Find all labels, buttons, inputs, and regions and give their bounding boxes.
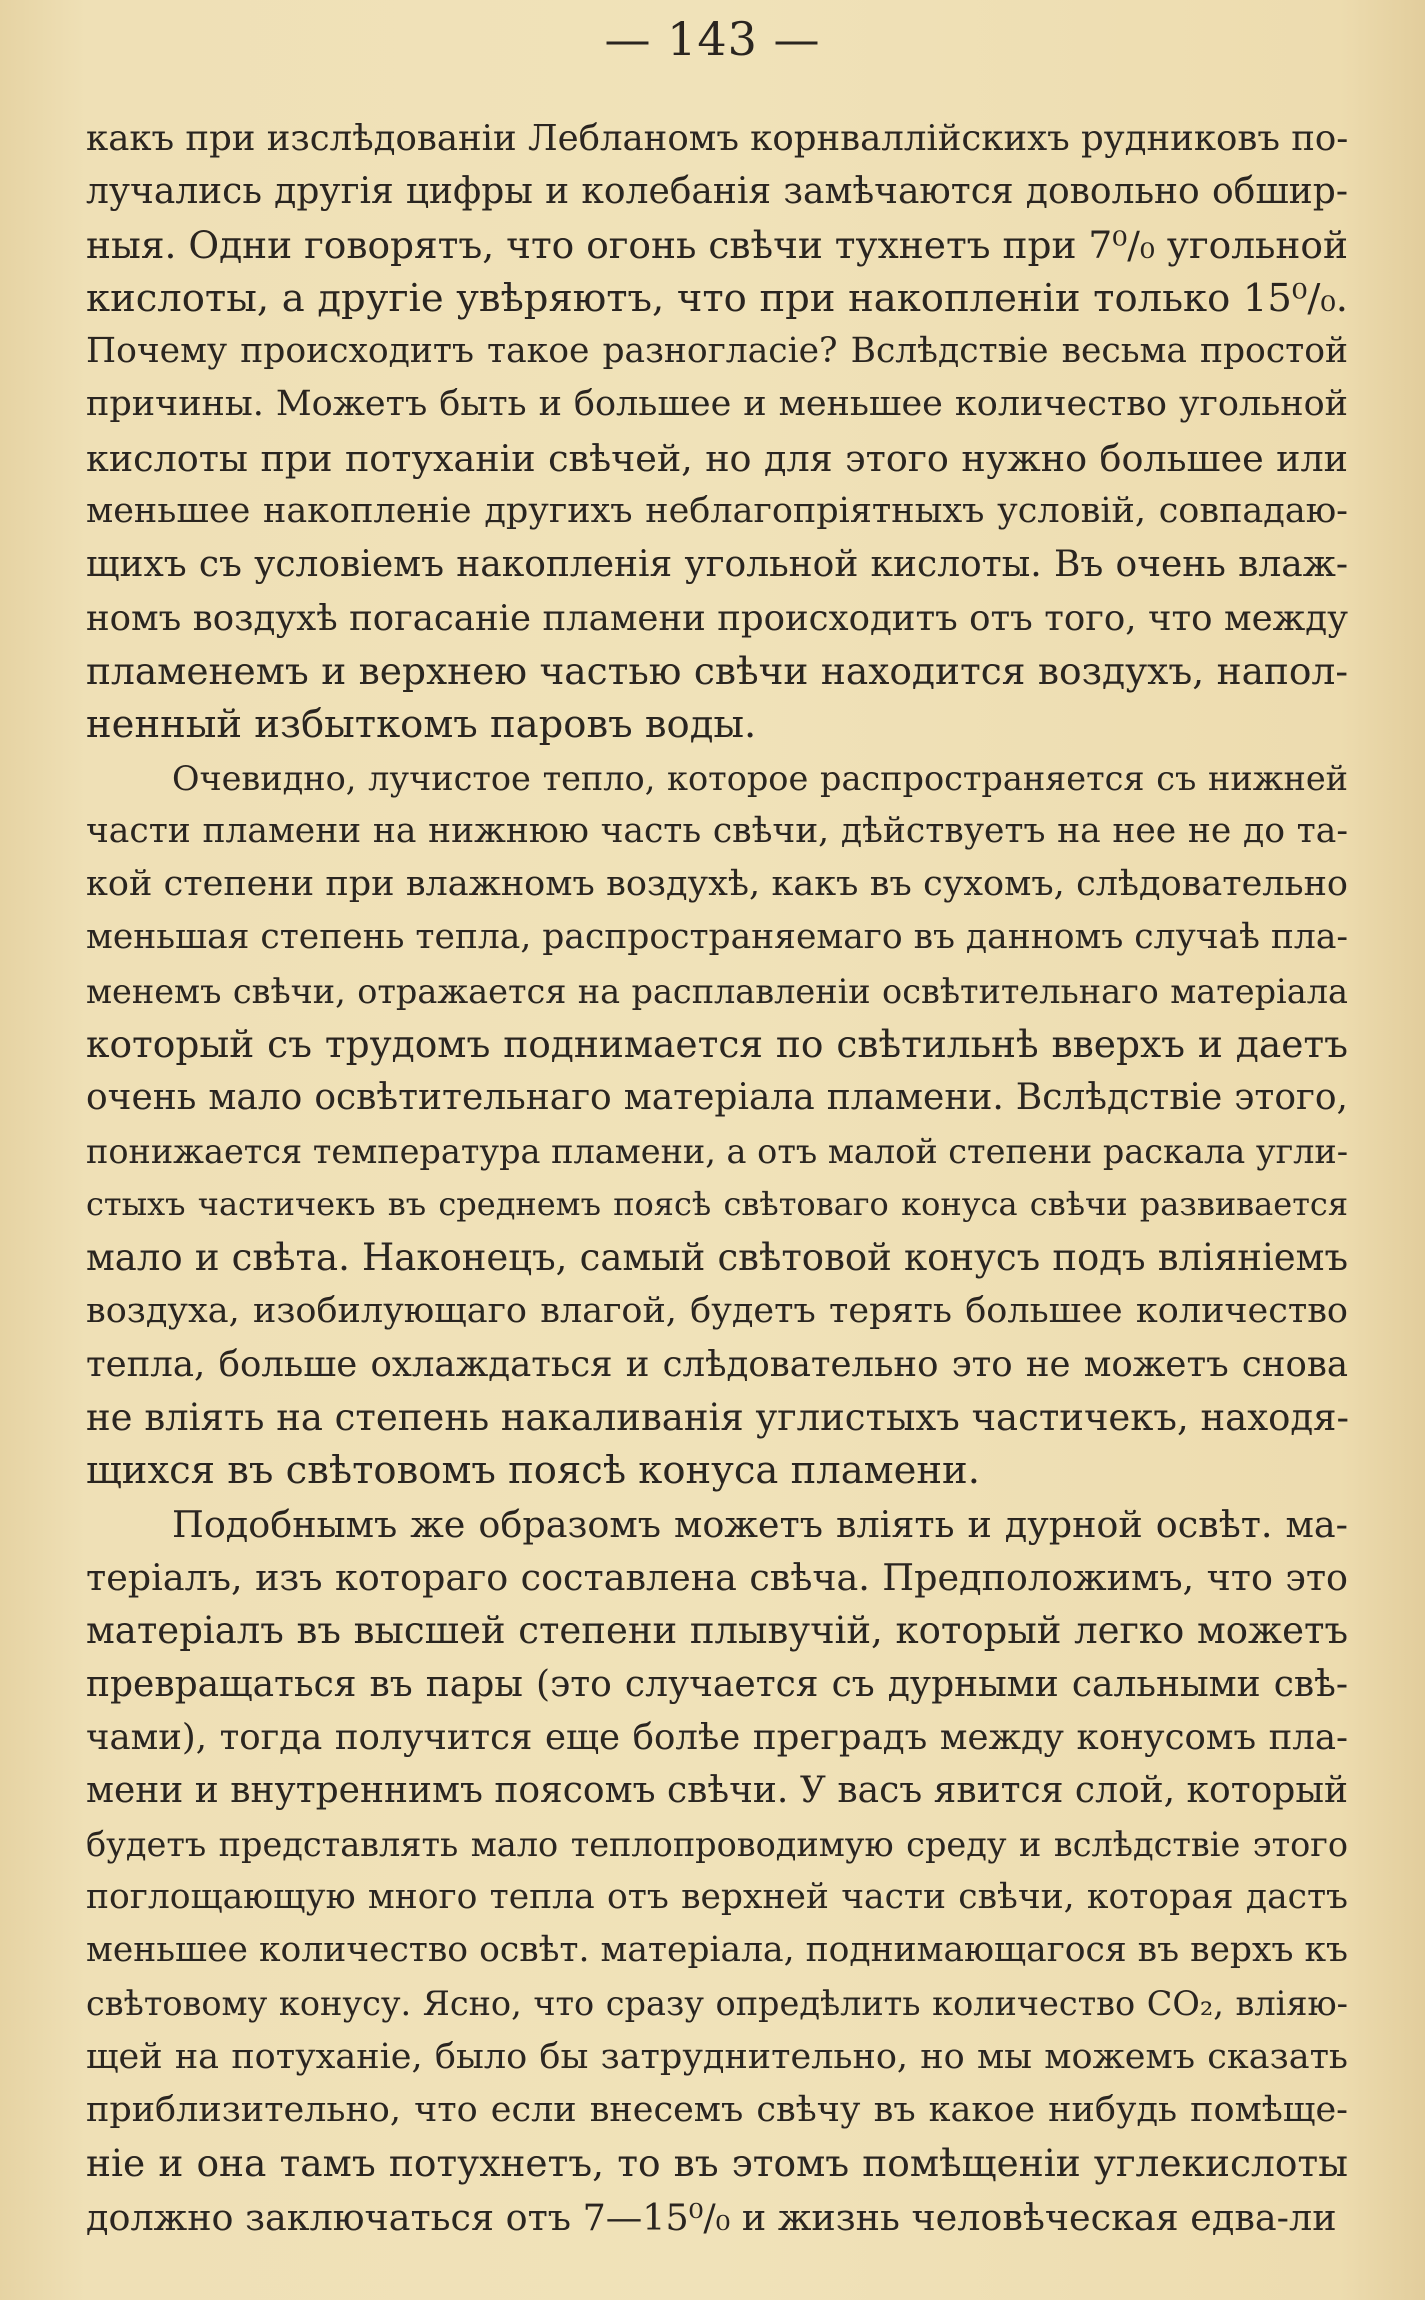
text-line: причины. Можетъ быть и большее и меньшее количество угольной [86,384,1348,425]
text-line: превращаться въ пары (это случается съ дурными сальными свѣ- [86,1663,1348,1705]
paragraph [86,1498,1348,2244]
body-text [86,112,1348,2244]
paragraph [86,752,1348,1498]
text-line: кислоты, а другіе увѣряютъ, что при накопленіи только 15⁰/₀. [86,275,1348,321]
text-line: Очевидно, лучистое тепло, которое распространяется съ нижней [172,758,1348,798]
text-line: матеріалъ въ высшей степени плывучій, который легко можетъ [86,1609,1348,1653]
text-line: Почему происходитъ такое разногласіе? Вслѣдствіе весьма простой [86,331,1348,372]
paragraph [86,112,1348,752]
text-line: мало и свѣта. Наконецъ, самый свѣтовой конусъ подъ вліяніемъ [86,1236,1348,1280]
text-line: части пламени на нижнюю часть свѣчи, дѣйствуетъ на нее не до та- [86,810,1348,851]
text-line: теріалъ, изъ котораго составлена свѣча. Предположимъ, что это [86,1556,1348,1600]
text-line: тепла, больше охлаждаться и слѣдовательно это не можетъ снова [86,1343,1348,1385]
text-line: ненный избыткомъ паровъ воды. [86,702,757,748]
text-line: который съ трудомъ поднимается по свѣтильнѣ вверхъ и даетъ [86,1022,1348,1067]
text-line: свѣтовому конусу. Ясно, что сразу опредѣлить количество CO₂, вліяю- [86,1984,1348,2024]
text-line: ніе и она тамъ потухнетъ, то въ этомъ помѣщеніи углекислоты [86,2141,1348,2186]
text-line: понижается температура пламени, а отъ малой степени раскала угли- [86,1131,1349,1171]
text-line: очень мало освѣтительнаго матеріала пламени. Вслѣдствіе этого, [86,1077,1348,1119]
text-line: приблизительно, что если внесемъ свѣчу въ какое нибудь помѣще- [86,2089,1348,2130]
text-line: какъ при изслѣдованіи Лебланомъ корнваллійскихъ рудниковъ по- [86,118,1349,159]
page-number: — 143 — [604,12,821,66]
text-line: воздуха, изобилующаго влагой, будетъ терять большее количество [86,1290,1348,1331]
text-line: стыхъ частичекъ въ среднемъ поясѣ свѣтоваго конуса свѣчи развивается [86,1184,1348,1223]
text-line: чами), тогда получится еще болѣе преградъ между конусомъ пла- [86,1716,1348,1758]
text-line: кислоты при потуханіи свѣчей, но для этого нужно большее или [86,436,1348,480]
text-line: меньшее количество освѣт. матеріала, поднимающагося въ верхъ къ [86,1930,1348,1971]
text-line: щей на потуханіе, было бы затруднительно, но мы можемъ сказать [86,2036,1348,2077]
text-line: щихся въ свѣтовомъ поясѣ конуса пламени. [86,1448,980,1494]
text-line: должно заключаться отъ 7—15⁰/₀ и жизнь человѣческая едва-ли [86,2195,1337,2239]
text-line: будетъ представлять мало теплопроводимую среду и вслѣдствіе этого [86,1824,1348,1864]
text-line: поглощающую много тепла отъ верхней части свѣчи, которая дастъ [86,1876,1348,1917]
text-line: не вліять на степень накаливанія углистыхъ частичекъ, находя- [86,1396,1349,1440]
text-line: меньшее накопленіе другихъ неблагопріятныхъ условій, совпадаю- [86,491,1348,532]
text-line: номъ воздухѣ погасаніе пламени происходитъ отъ того, что между [86,597,1348,639]
text-line: менемъ свѣчи, отражается на расплавленіи освѣтительнаго матеріала [86,971,1348,1011]
text-line: Подобнымъ же образомъ можетъ вліять и дурной освѣт. ма- [172,1502,1348,1546]
text-line: лучались другія цифры и колебанія замѣчаются довольно обшир- [86,171,1348,213]
text-line: щихъ съ условіемъ накопленія угольной кислоты. Въ очень влаж- [86,544,1348,586]
text-line: пламенемъ и верхнею частью свѣчи находится воздухъ, напол- [86,648,1348,693]
text-line: ныя. Одни говорятъ, что огонь свѣчи тухнетъ при 7⁰/₀ угольной [86,222,1348,267]
text-line: меньшая степень тепла, распространяемаго въ данномъ случаѣ пла- [86,917,1349,958]
text-line: мени и внутреннимъ поясомъ свѣчи. У васъ явится слой, который [86,1770,1348,1812]
text-line: кой степени при влажномъ воздухѣ, какъ въ сухомъ, слѣдовательно [86,864,1348,905]
